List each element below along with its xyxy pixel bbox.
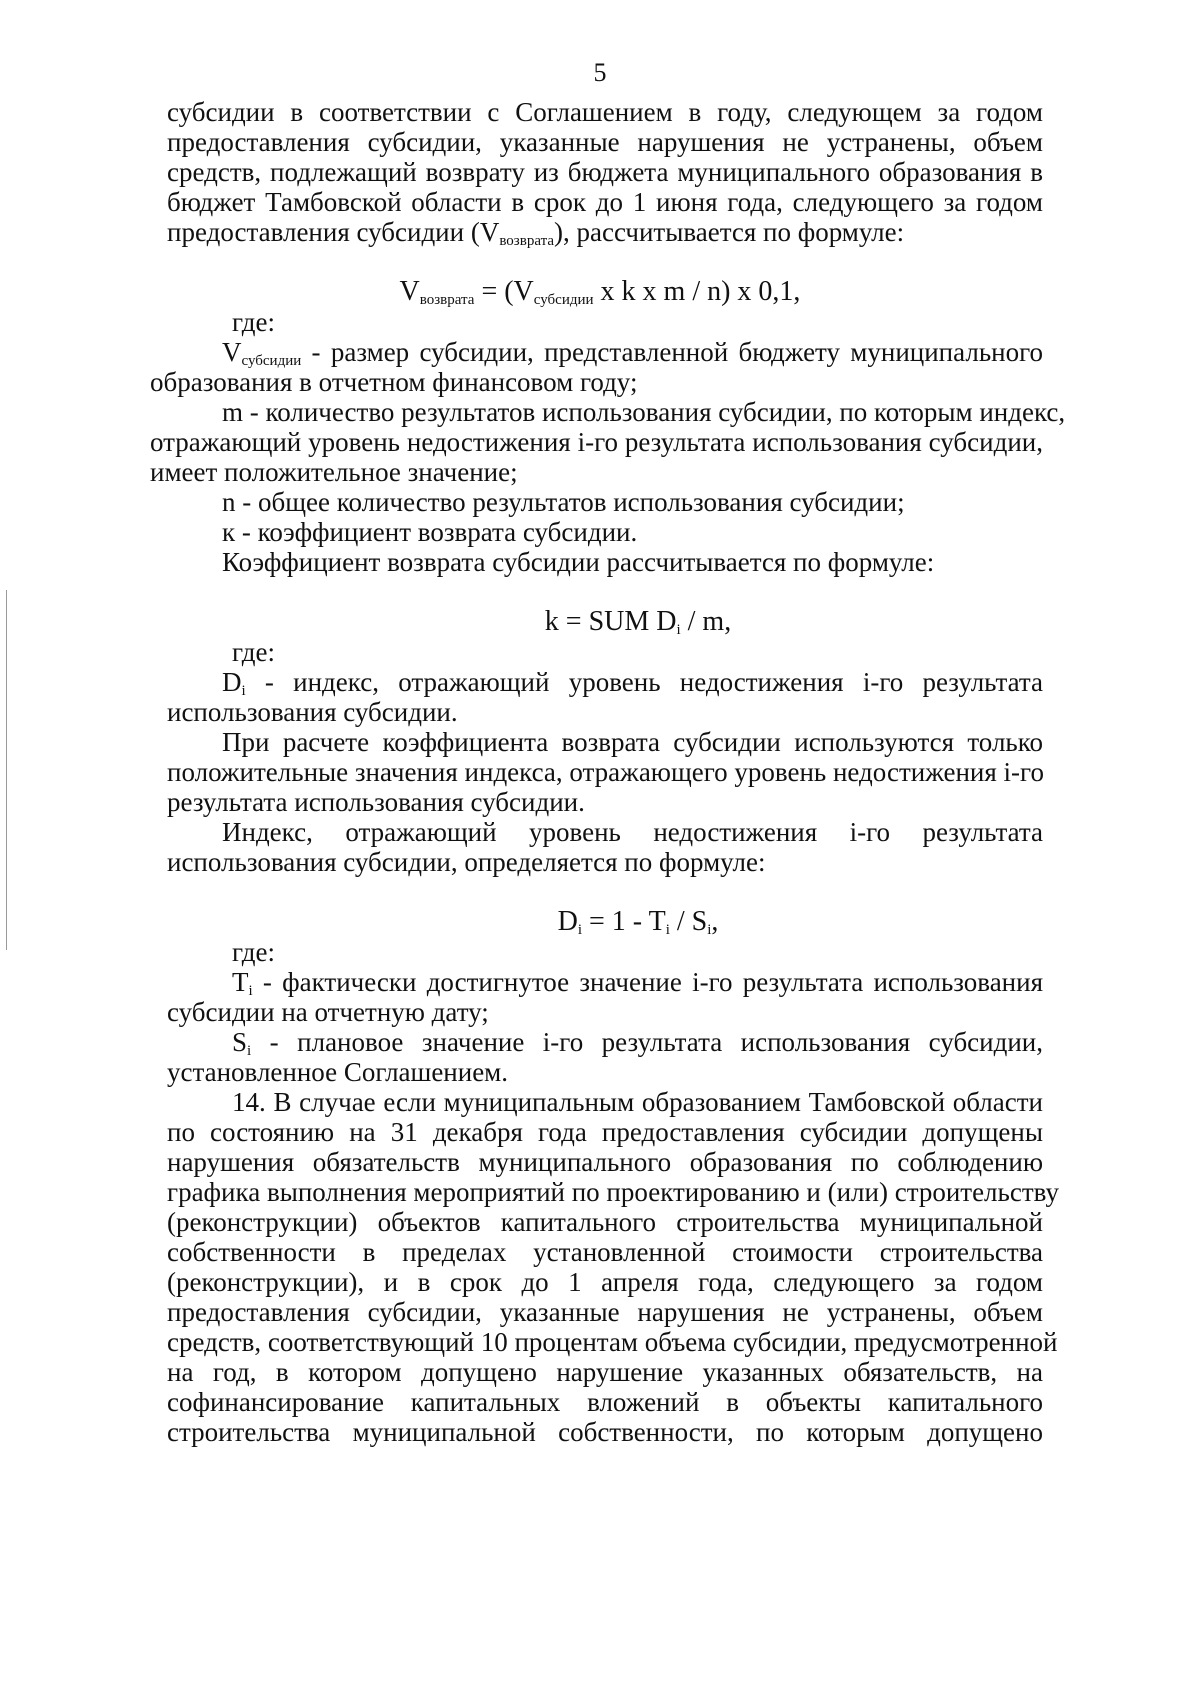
text-line: $D_i$ - индекс, отражающий уровень недостижения i-го результата (222, 667, 1043, 699)
text-line: $S_i$ - плановое значение i-го результата использования субсидии, (232, 1027, 1043, 1059)
text-line: положительные значения индекса, отражающего уровень недостижения i-го (167, 757, 1044, 787)
where-label: где: (232, 307, 275, 337)
text-line: использования субсидии, определяется по формуле: (167, 847, 766, 877)
text-line: софинансирование капитальных вложений в объекты капитального (167, 1387, 1043, 1417)
text-line: отражающий уровень недостижения i-го результата использования субсидии, (150, 427, 1043, 457)
text-line: субсидии в соответствии с Соглашением в году, следующем за годом (167, 97, 1043, 127)
text-line: $V_{субсидии}$ - размер субсидии, представленной бюджету муниципального (222, 337, 1043, 369)
page-number: 5 (593, 58, 607, 87)
text-line: n - общее количество результатов использования субсидии; (222, 487, 905, 517)
text-line: предоставления субсидии $(V_{возврата})$, рассчитывается по формуле: (167, 217, 905, 249)
text-line: образования в отчетном финансовом году; (150, 367, 638, 397)
text-line: по состоянию на 31 декабря года предоставления субсидии допущены (167, 1117, 1043, 1147)
formula-index: $D_i = 1 - T_i / S_i$, (557, 906, 719, 938)
text-line: m - количество результатов использования субсидии, по которым индекс, (222, 397, 1066, 427)
formula-refund: $V_{возврата} = (V_{субсидии}$ x k x m / n) x 0,1, (399, 276, 801, 308)
text-line: установленное Соглашением. (167, 1057, 509, 1087)
text-line: $T_i$ - фактически достигнутое значение i-го результата использования (232, 967, 1043, 999)
text-line: предоставления субсидии, указанные нарушения не устранены, объем (167, 127, 1043, 157)
text-line: Коэффициент возврата субсидии рассчитывается по формуле: (222, 547, 935, 577)
text-line: При расчете коэффициента возврата субсидии используются только (222, 727, 1043, 757)
text-line: использования субсидии. (167, 697, 458, 727)
text-line: имеет положительное значение; (150, 457, 518, 487)
where-label: где: (232, 937, 275, 967)
text-line: 14. В случае если муниципальным образованием Тамбовской области (232, 1087, 1043, 1117)
text-line: к - коэффициент возврата субсидии. (222, 517, 638, 547)
text-line: средств, соответствующий 10 процентам объема субсидии, предусмотренной (167, 1327, 1058, 1357)
text-line: субсидии на отчетную дату; (167, 997, 489, 1027)
text-line: бюджет Тамбовской области в срок до 1 июня года, следующего за годом (167, 187, 1043, 217)
text-line: Индекс, отражающий уровень недостижения i-го результата (222, 817, 1043, 847)
text-line: (реконструкции), и в срок до 1 апреля года, следующего за годом (167, 1267, 1043, 1297)
text-line: предоставления субсидии, указанные нарушения не устранены, объем (167, 1297, 1043, 1327)
formula-coefficient: k = SUM $D_i$ / m, (544, 606, 732, 638)
where-label: где: (232, 637, 275, 667)
text-line: строительства муниципальной собственности, по которым допущено (167, 1417, 1043, 1447)
text-line: нарушения обязательств муниципального образования по соблюдению (167, 1147, 1043, 1177)
text-line: графика выполнения мероприятий по проектированию и (или) строительству (167, 1177, 1059, 1207)
scan-edge-mark (6, 590, 7, 950)
text-line: средств, подлежащий возврату из бюджета муниципального образования в (167, 157, 1043, 187)
text-line: на год, в котором допущено нарушение указанных обязательств, на (167, 1357, 1043, 1387)
text-line: собственности в пределах установленной стоимости строительства (167, 1237, 1043, 1267)
text-line: (реконструкции) объектов капитального строительства муниципальной (167, 1207, 1043, 1237)
text-line: результата использования субсидии. (167, 787, 585, 817)
